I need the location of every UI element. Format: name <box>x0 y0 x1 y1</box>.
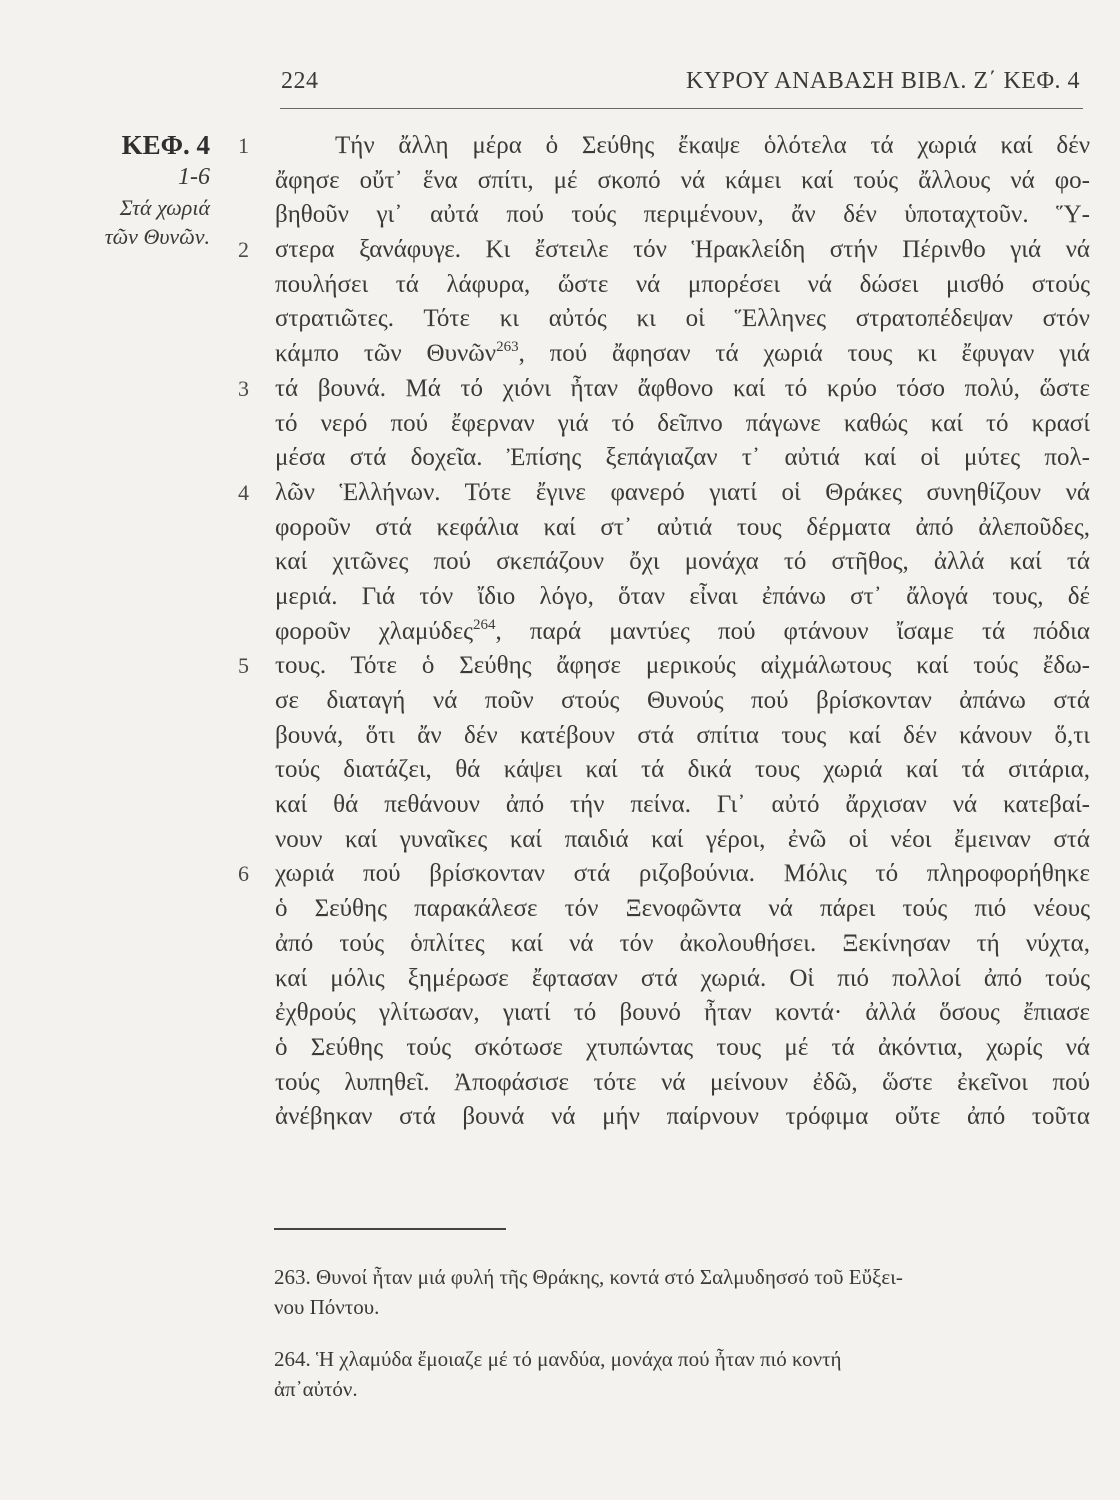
footnote <box>274 1344 1089 1404</box>
text-line <box>275 337 1090 372</box>
line-text: μεριά. Γιά τόν ἴδιο λόγο, ὅταν εἶναι ἐπάνω στ᾽ ἄλογά τους, δέ <box>275 582 1090 610</box>
line-text: τά βουνά. Μά τό χιόνι ἦταν ἄφθονο καί τό κρύο τόσο πολύ, ὥστε <box>275 374 1090 402</box>
line-text: Τήν ἄλλη μέρα ὁ Σεύθης ἔκαψε ὁλότελα τά χωριά καί δέν <box>335 132 1090 159</box>
running-title: ΚΥΡΟΥ ΑΝΑΒΑΣΗ ΒΙΒΛ. Ζ΄ ΚΕΦ. 4 <box>686 68 1080 94</box>
line-text: τούς διατάζει, θά κάψει καί τά δικά τους χωριά καί τά σιτάρια, <box>275 756 1090 784</box>
footnote-line-1: 263. Θυνοί ἦταν μιά φυλή τῆς Θράκης, κοντά στό Σαλμυδησσό τοῦ Εὔξει- <box>274 1265 903 1289</box>
line-text: νουν καί γυναῖκες καί παιδιά καί γέροι, ἐνῶ οἱ νέοι ἔμειναν στά <box>275 825 1090 853</box>
line-text: ἐχθρούς γλίτωσαν, γιατί τό βουνό ἦταν κοντά· ἀλλά ὅσους ἔπιασε <box>275 999 1090 1027</box>
footnote <box>274 1262 1089 1322</box>
text-line <box>275 198 1090 233</box>
line-text-tail: , παρά μαντύες πού φτάνουν ἴσαμε τά πόδια <box>495 617 1090 645</box>
text-line <box>275 996 1090 1031</box>
footnote-rule <box>274 1228 506 1230</box>
text-line <box>275 753 1090 788</box>
line-text: τό νερό πού ἔφερναν γιά τό δεῖπνο πάγωνε καθώς καί τό κρασί <box>275 409 1090 437</box>
line-text: καί θά πεθάνουν ἀπό τήν πείνα. Γι᾽ αὐτό ἄρχισαν νά κατεβαί- <box>275 791 1090 819</box>
text-line <box>275 615 1090 650</box>
footnotes <box>274 1262 1089 1404</box>
verse-number: 4 <box>238 479 249 505</box>
line-text: πουλήσει τά λάφυρα, ὥστε νά μπορέσει νά δώσει μισθό στούς <box>275 270 1090 298</box>
text-line <box>238 129 1090 164</box>
text-line <box>275 580 1090 615</box>
text-line <box>238 233 1090 268</box>
line-text: καί χιτῶνες πού σκεπάζουν ὄχι μονάχα τό στῆθος, ἀλλά καί τά <box>275 548 1090 576</box>
text-line <box>275 1066 1090 1101</box>
footnote-line-1: 264. Ἡ χλαμύδα ἔμοιαζε μέ τό μανδύα, μονάχα πού ἦταν πιό κοντή <box>274 1347 842 1371</box>
line-text: φοροῦν χλαμύδες <box>275 617 473 645</box>
margin-note <box>60 130 210 250</box>
body-text <box>238 129 1090 1135</box>
margin-summary-line-1: Στά χωριά <box>119 195 210 220</box>
text-line <box>275 684 1090 719</box>
line-text: μέσα στά δοχεῖα. Ἐπίσης ξεπάγιαζαν τ᾽ αὐτιά καί οἱ μύτες πολ- <box>275 444 1090 472</box>
line-text: καί μόλις ξημέρωσε ἔφτασαν στά χωριά. Οἱ πιό πολλοί ἀπό τούς <box>275 964 1090 992</box>
footnote-ref: 264 <box>472 616 496 633</box>
text-line <box>238 857 1090 892</box>
text-line <box>275 823 1090 858</box>
line-text: στερα ξανάφυγε. Κι ἔστειλε τόν Ἡρακλείδη στήν Πέρινθο γιά νά <box>275 236 1090 264</box>
verse-number: 2 <box>238 237 249 263</box>
line-text: στρατιῶτες. Τότε κι αὐτός κι οἱ Ἕλληνες στρατοπέδεψαν στόν <box>275 305 1090 333</box>
line-text: ἀνέβηκαν στά βουνά νά μήν παίρνουν τρόφιμα οὔτε ἀπό τοῦτα <box>275 1103 1090 1131</box>
chapter-label: ΚΕΦ. 4 <box>121 130 210 160</box>
text-line <box>275 302 1090 337</box>
footnote-ref: 263 <box>496 339 519 356</box>
text-line <box>275 441 1090 476</box>
text-line <box>275 268 1090 303</box>
margin-summary-line-2: τῶν Θυνῶν. <box>104 224 210 249</box>
line-text: ὁ Σεύθης τούς σκότωσε χτυπώντας τους μέ τά ἀκόντια, χωρίς νά <box>275 1033 1090 1061</box>
verse-number: 6 <box>238 861 249 887</box>
text-line <box>275 407 1090 442</box>
verse-number: 5 <box>238 653 249 679</box>
line-text: ὁ Σεύθης παρακάλεσε τόν Ξενοφῶντα νά πάρει τούς πιό νέους <box>275 895 1090 923</box>
line-text: ἀπό τούς ὁπλίτες καί νά τόν ἀκολουθήσει. Ξεκίνησαν τή νύχτα, <box>275 929 1090 957</box>
footnote-line-2: νου Πόντου. <box>274 1295 380 1319</box>
section-range: 1-6 <box>178 164 210 190</box>
page-number: 224 <box>281 68 319 94</box>
line-text: ἄφησε οὔτ᾽ ἕνα σπίτι, μέ σκοπό νά κάμει καί τούς ἄλλους νά φο- <box>275 166 1090 194</box>
line-text: τούς λυπηθεῖ. Ἀποφάσισε τότε νά μείνουν ἐδῶ, ὥστε ἐκεῖνοι πού <box>275 1068 1090 1096</box>
text-line <box>275 719 1090 754</box>
line-text: τους. Τότε ὁ Σεύθης ἄφησε μερικούς αἰχμάλωτους καί τούς ἔδω- <box>275 652 1090 680</box>
text-line <box>275 545 1090 580</box>
line-text: λῶν Ἑλλήνων. Τότε ἔγινε φανερό γιατί οἱ Θράκες συνηθίζουν νά <box>275 478 1090 506</box>
line-text: βουνά, ὅτι ἄν δέν κατέβουν στά σπίτια τους καί δέν κάνουν ὅ,τι <box>275 721 1090 749</box>
text-line <box>238 372 1090 407</box>
line-text: σε διαταγή νά ποῦν στούς Θυνούς πού βρίσκονταν ἀπάνω στά <box>275 687 1090 714</box>
verse-number: 1 <box>238 133 249 158</box>
line-text: χωριά πού βρίσκονταν στά ριζοβούνια. Μόλις τό πληροφορήθηκε <box>275 860 1090 888</box>
footnote-line-2: ἀπ᾽αὐτόν. <box>274 1377 358 1401</box>
text-line <box>275 511 1090 546</box>
text-line <box>275 892 1090 927</box>
header-rule <box>280 108 1083 109</box>
text-line <box>275 164 1090 199</box>
text-line <box>275 1031 1090 1066</box>
text-line <box>275 788 1090 823</box>
text-line <box>275 962 1090 997</box>
line-text: κάμπο τῶν Θυνῶν <box>275 340 497 368</box>
line-text: φοροῦν στά κεφάλια καί στ᾽ αὐτιά τους δέρματα ἀπό ἀλεποῦδες, <box>275 513 1090 541</box>
verse-number: 3 <box>238 375 249 401</box>
line-text: βηθοῦν γι᾽ αὐτά πού τούς περιμένουν, ἄν δέν ὑποταχτοῦν. Ὕ- <box>275 201 1090 229</box>
text-line <box>275 1100 1090 1135</box>
text-line <box>238 649 1090 684</box>
text-line <box>238 476 1090 511</box>
text-line <box>275 927 1090 962</box>
line-text-tail: , πού ἄφησαν τά χωριά τους κι ἔφυγαν γιά <box>518 340 1090 368</box>
